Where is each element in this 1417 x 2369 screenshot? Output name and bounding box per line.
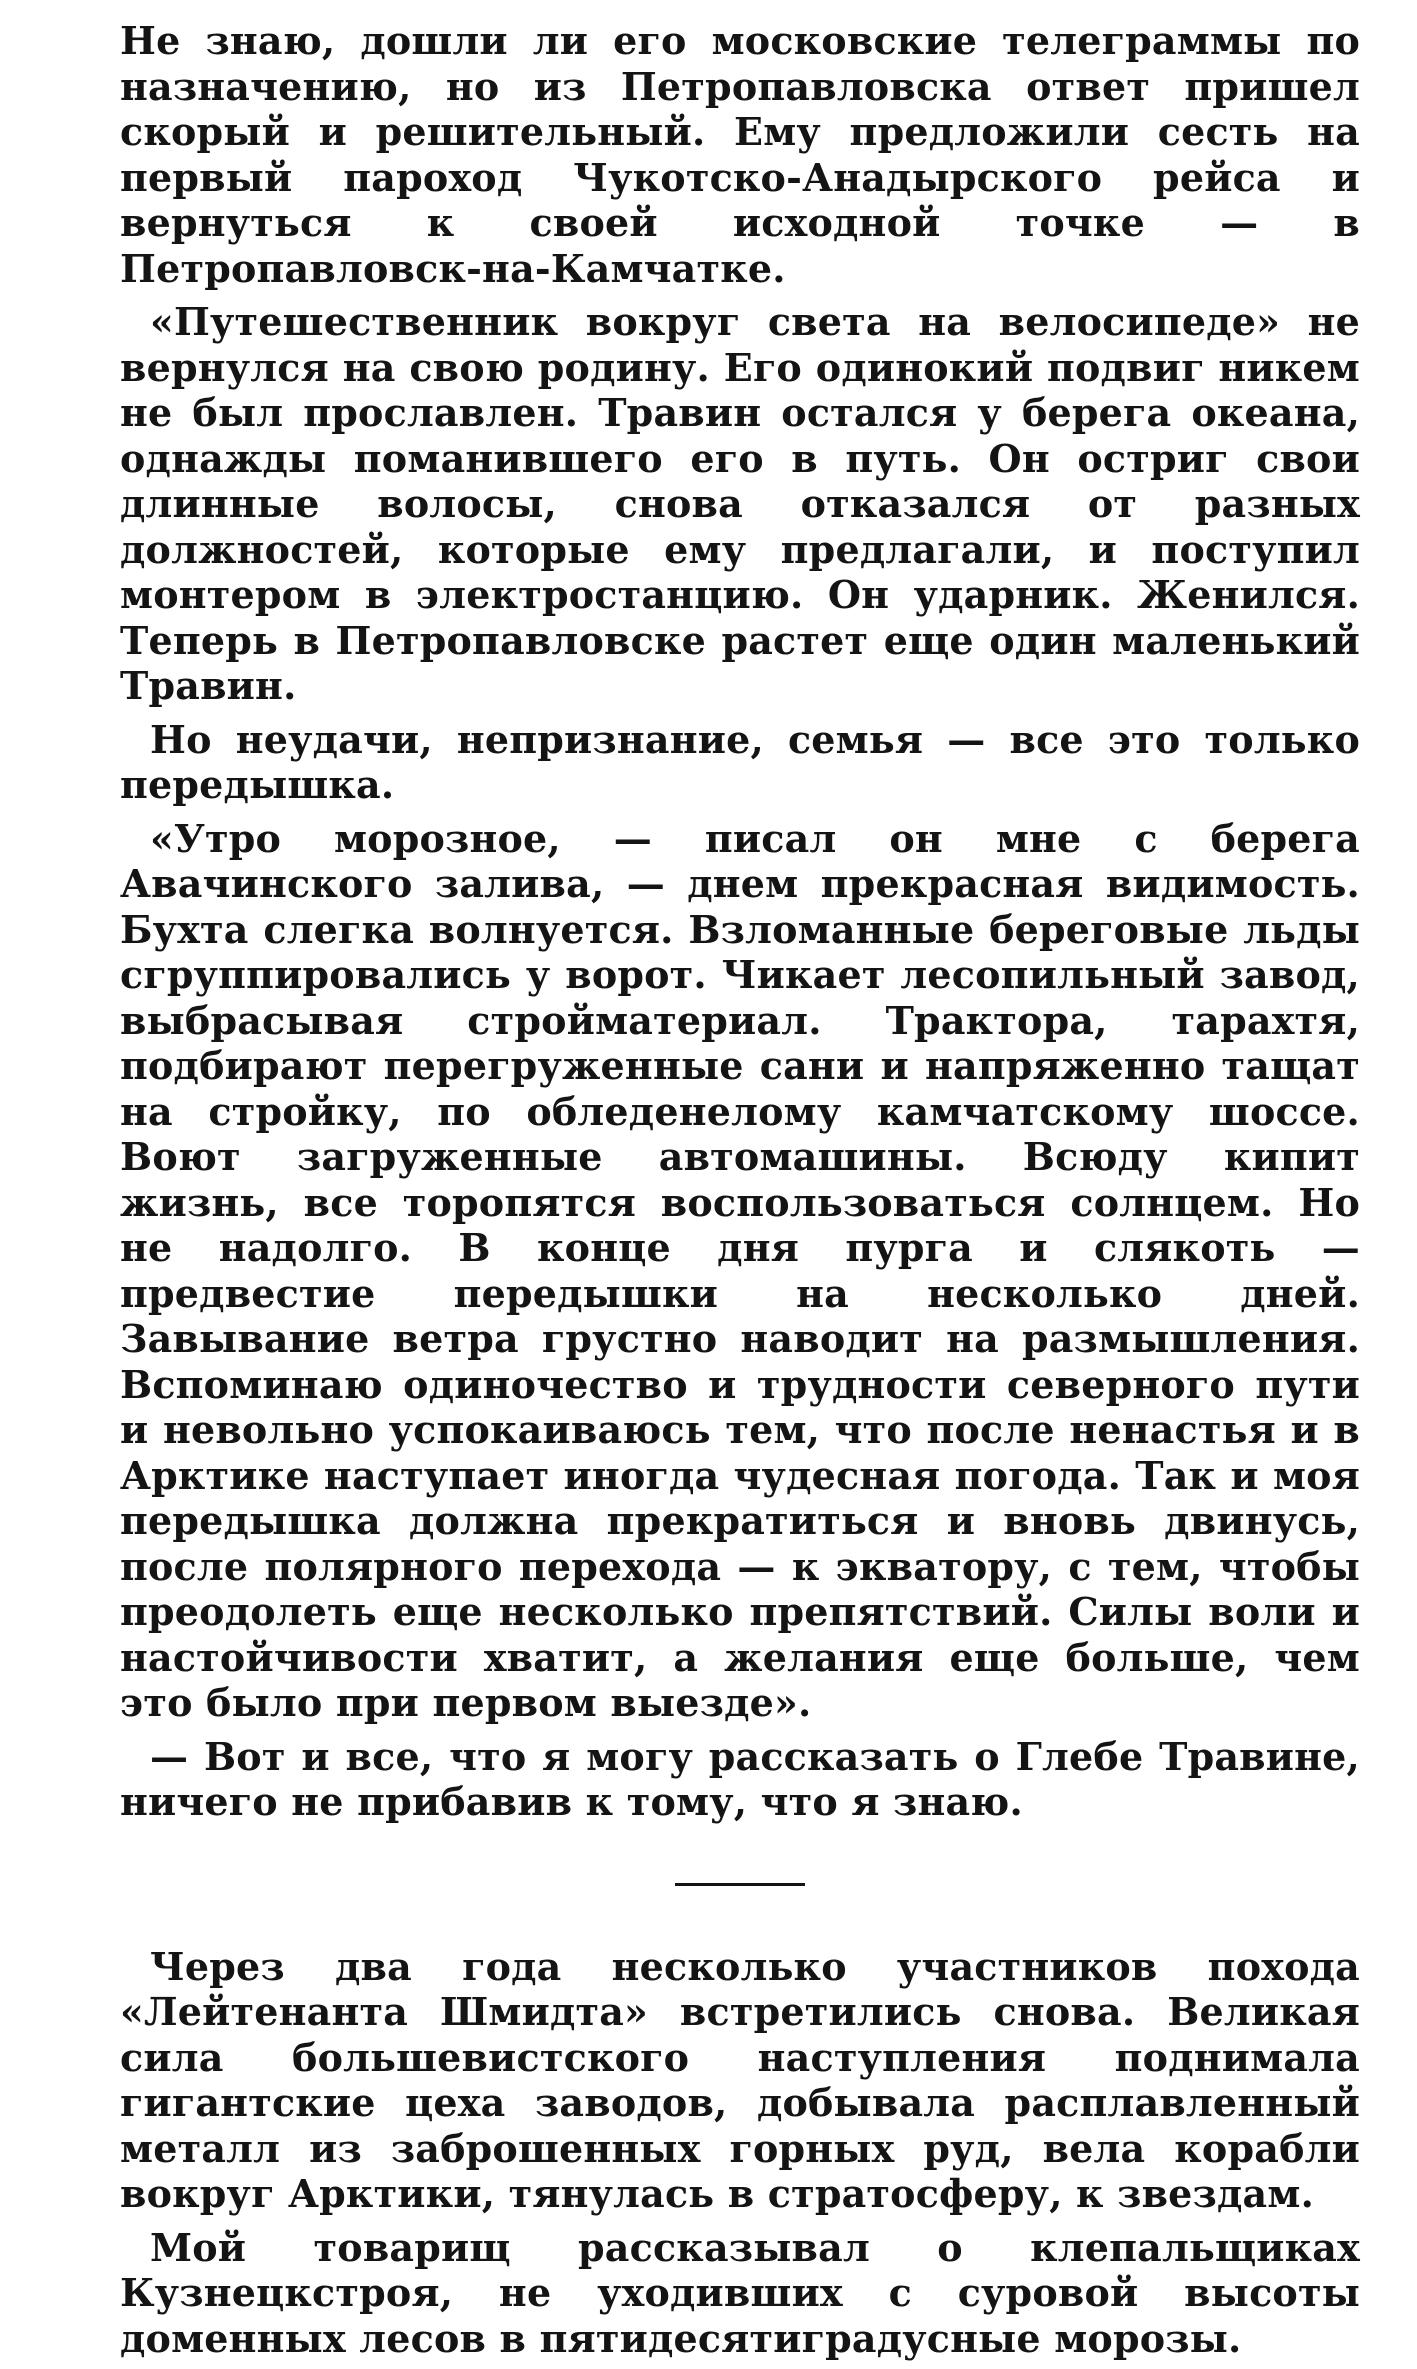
paragraph-traveler: «Путешественник вокруг света на велосипеде» не вернулся на свою родину. Его одинокий подвиг никем не был прославлен. Травин остался у берега океана, однажды поманившего его в путь. Он остриг свои длинные волосы, снова отказался от разных должностей, которые ему предлагали, и поступил монтером в электростанцию. Он ударник. Женился. Теперь в Петропавловске растет еще один маленький Травин.	[120, 299, 1360, 708]
paragraph-kuznetskstroy: Мой товарищ рассказывал о клепальщиках Кузнецкстроя, не уходивших с суровой высоты доменных лесов в пятидесятиградусные морозы.	[120, 2224, 1360, 2361]
text-section-2	[120, 1944, 1360, 2362]
book-page	[120, 18, 1360, 2369]
text-section-1	[120, 18, 1360, 1825]
section-divider	[675, 1883, 805, 1886]
paragraph-letter: «Утро морозное, — писал он мне с берега Авачинского залива, — днем прекрасная видимость. Бухта слегка волнуется. Взломанные береговые льды сгруппировались у ворот. Чикает лесопильный завод, выбрасывая стройматериал. Трактора, тарахтя, подбирают перегруженные сани и напряженно тащат на стройку, по обледенелому камчатскому шоссе. Воют загруженные автомашины. Всюду кипит жизнь, все торопятся воспользоваться солнцем. Но не надолго. В конце дня пурга и слякоть — предвестие передышки на несколько дней. Завывание ветра грустно наводит на размышления. Вспоминаю одиночество и трудности северного пути и невольно успокаиваюсь тем, что после ненастья и в Арктике наступает иногда чудесная погода. Так и моя передышка должна прекратиться и вновь двинусь, после полярного перехода — к экватору, с тем, чтобы преодолеть еще несколько препятствий. Силы воли и настойчивости хватит, а желания еще больше, чем это было при первом выезде».	[120, 815, 1360, 1725]
paragraph-closing: — Вот и все, что я могу рассказать о Глебе Травине, ничего не прибавив к тому, что я знаю.	[120, 1733, 1360, 1824]
paragraph-respite: Но неудачи, непризнание, семья — все это только передышка.	[120, 716, 1360, 807]
paragraph-telegrams: Не знаю, дошли ли его московские телеграммы по назначению, но из Петропавловска ответ пришел скорый и решительный. Ему предложили сесть на первый пароход Чукотско-Анадырского рейса и вернуться к своей исходной точке — в Петропавловск-на-Камчатке.	[120, 18, 1360, 291]
paragraph-two-years: Через два года несколько участников похода «Лейтенанта Шмидта» встретились снова. Великая сила большевистского наступления поднимала гигантские цеха заводов, добывала расплавленный металл из заброшенных горных руд, вела корабли вокруг Арктики, тянулась в стратосферу, к звездам.	[120, 1943, 1360, 2216]
